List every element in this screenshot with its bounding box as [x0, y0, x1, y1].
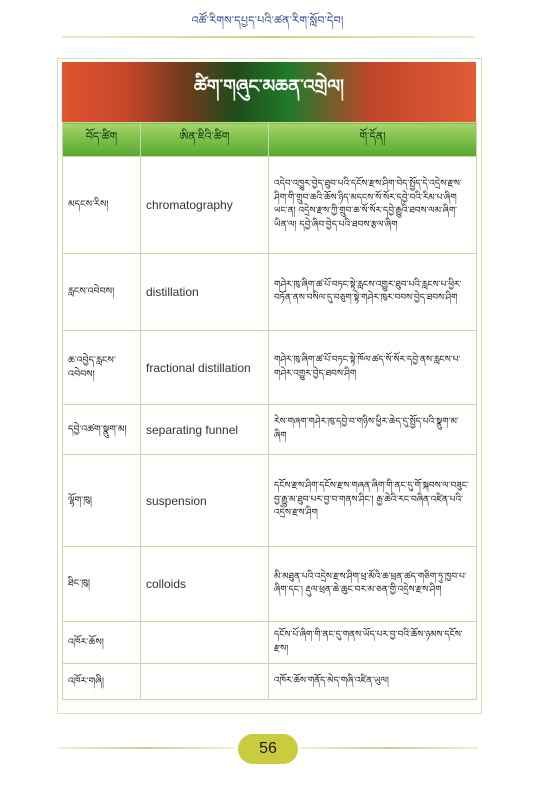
- term-tibetan: འཁོར་གཞི།: [63, 664, 141, 700]
- term-tibetan: རླངས་འབེབས།: [63, 254, 141, 331]
- page-number-badge: [238, 734, 298, 764]
- term-definition: འདེབ་འཁྱུར་བྱེད་ཐུབ་པའི་དངོས་རྫས་ཤིག་བེད་སྤྱོད་དེ་འདྲེས་རྫས་ཤིག་གི་གྲུབ་ཆའི་ཆོས་ཉིད་མདངས་སོ་སོར་དབྱེ་བའི་རིམ་པ་ཞིག ཡང་ན། འདྲེས་རྫས་ཀྱི་གྲུབ་ཆ་སོ་སོར་དབྱེ་རྒྱུའི་ཐབས་ལམ་ཞིག་ཡིན་ལ། དབྱེ་ཞིབ་བྱེད་པའི་ཐབས་རྩལ་ཞིག: [269, 157, 477, 254]
- glossary-header-row: [63, 123, 477, 157]
- term-tibetan: ཐིང་ཁུ།: [63, 547, 141, 622]
- column-header-english: ཨིན་ཇིའི་ཚིག: [141, 123, 269, 157]
- column-header-tibetan: བོད་ཚིག: [63, 123, 141, 157]
- term-english: suspension: [141, 455, 269, 547]
- table-row: [63, 664, 477, 700]
- header-divider: [62, 36, 475, 38]
- term-english: separating funnel: [141, 405, 269, 455]
- term-english: chromatography: [141, 157, 269, 254]
- term-definition: གཤེར་ཁུ་ཞིག་ཚ་པོ་བཏང་སྟེ་ཁོལ་ཚད་སོ་སོར་དབྱེ་ནས་རླངས་པ་གཤེར་འགྱུར་བྱེད་ཐབས་ཤིག: [269, 331, 477, 405]
- term-definition: དངོས་རྫས་ཤིག་དངོས་རྫས་གཞན་ཞིག་གི་ནང་དུ་གོ་སྐབས་ལ་བཟུང་བྱ་རྒྱུ་མ་ཐུབ་པར་བྱ་བ་གནས་ཤིང་། རྒྱ་ཆེའི་རང་བཞིན་འཛིན་པའི་འདྲེས་རྫས་ཤིག: [269, 455, 477, 547]
- term-definition: དངོས་པོ་ཞིག་གི་ནང་དུ་གནས་ཡོད་པར་བྱ་བའི་ཆོས་ཉམས་དངོས་རྫས།: [269, 622, 477, 664]
- table-row: [63, 157, 477, 254]
- footer-divider-right: [300, 747, 478, 749]
- glossary-table: [62, 122, 477, 700]
- term-definition: གཤེར་ཁུ་ཞིག་ཚ་པོ་བཏང་སྟེ་རླངས་འགྱུར་ཐུབ་པའི་རླངས་པ་ཕྱིར་བཏོན་ནས་བསིལ་དུ་བཅུག་སྟེ་གཤེར་ཁུར་བབས་བྱེད་ཐབས་ཤིག: [269, 254, 477, 331]
- term-tibetan: མདངས་རིས།: [63, 157, 141, 254]
- term-tibetan: ལྷོག་ཁུ།: [63, 455, 141, 547]
- term-english: colloids: [141, 547, 269, 622]
- table-row: [63, 405, 477, 455]
- term-definition: མི་མཐུན་པའི་འདྲེས་རྫས་ཤིག་ཕྲ་མོའི་ཆ་ཕྲན་ཚད་གཅིག་ཏུ་ཁྱབ་པ་ཞིག་དང་། རྡུལ་ཕྲན་ཆེ་ཆུང་བར་མ་ཅན་གྱི་འདྲེས་རྫས་ཤིག: [269, 547, 477, 622]
- term-english: [141, 622, 269, 664]
- term-tibetan: འཁོར་ཆོས།: [63, 622, 141, 664]
- glossary-banner: [62, 62, 476, 122]
- table-row: [63, 622, 477, 664]
- term-definition: རེས་གཞག་གཤེར་ཁུ་དབྱེ་བ་གཉིས་ཕྱིར་ཆེད་དུ་སྤྱོད་པའི་སྣུག་མ་ཞིག: [269, 405, 477, 455]
- term-english: fractional distillation: [141, 331, 269, 405]
- footer-divider-left: [57, 747, 235, 749]
- column-header-definition: གོ་དོན།: [269, 123, 477, 157]
- term-tibetan: དབྱེ་འཚག་སྣུག་མ།: [63, 405, 141, 455]
- term-definition: འཁོར་ཆོས་གནོད་མེད་གཞི་འཛིན་ཡུལ།: [269, 664, 477, 700]
- page-number: 56: [259, 740, 277, 757]
- term-english: distillation: [141, 254, 269, 331]
- glossary-title: ཚིག་གཞུང་མཆན་འགྲེལ།: [193, 76, 345, 97]
- term-english: [141, 664, 269, 700]
- table-row: [63, 254, 477, 331]
- table-row: [63, 455, 477, 547]
- table-row: [63, 331, 477, 405]
- table-row: [63, 547, 477, 622]
- running-header: འཚོ་རིགས་དཔྱད་པའི་ཚན་རིག་སློབ་དེབ།: [191, 14, 344, 27]
- term-tibetan: ཆ་འབྱེད་རླངས་འབེབས།: [63, 331, 141, 405]
